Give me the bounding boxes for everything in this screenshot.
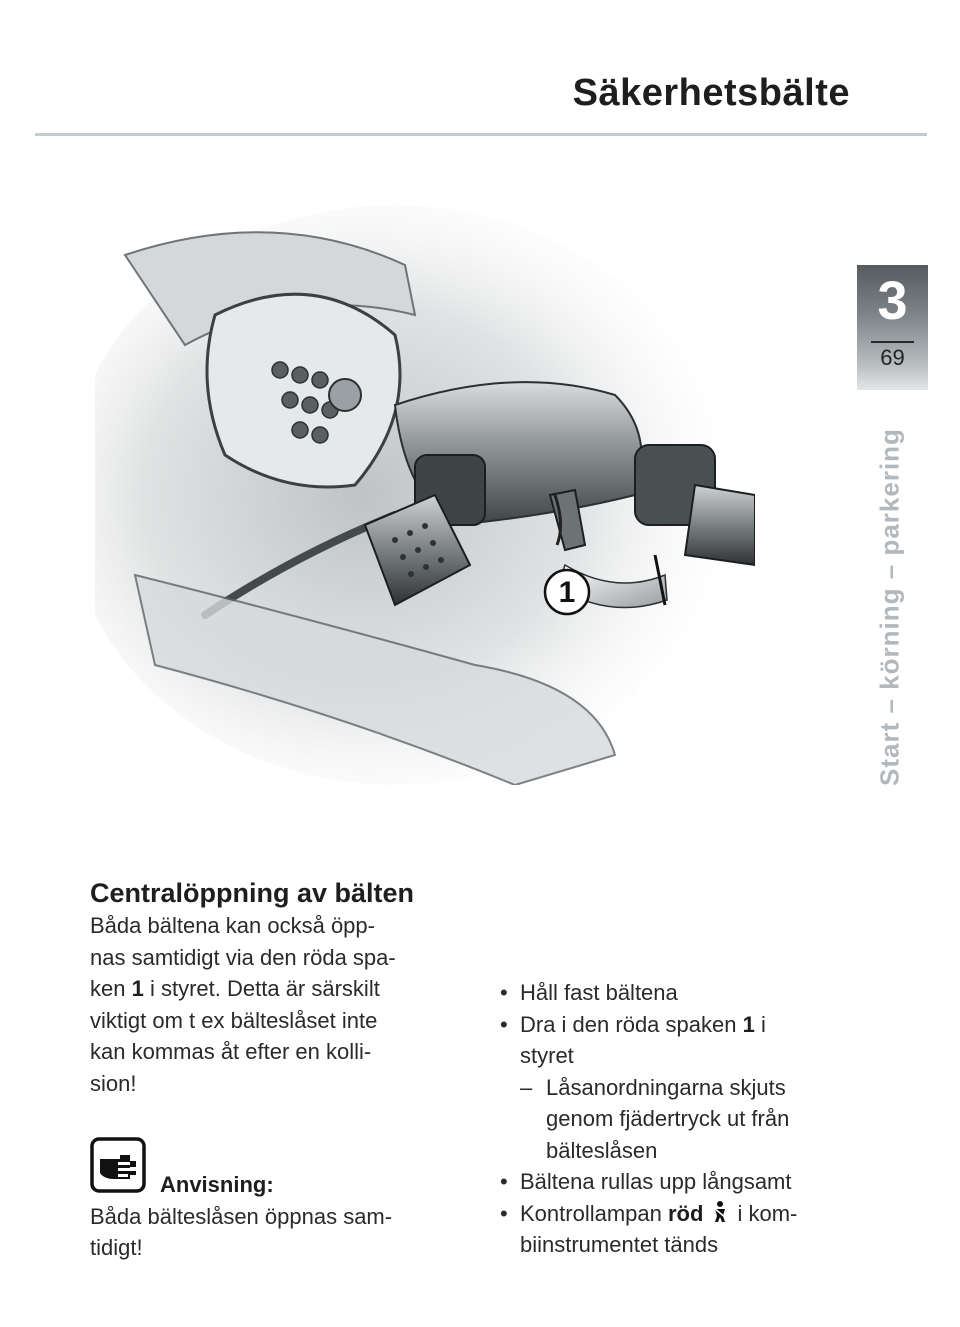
substep-item-cont: genom fjädertryck ut från <box>546 1106 790 1131</box>
substep-item: – Låsanordningarna skjuts <box>498 1072 858 1104</box>
page-title: Säkerhetsbälte <box>572 72 850 114</box>
body-line: sion! <box>90 1070 137 1096</box>
note-label: Anvisning: <box>160 1172 274 1197</box>
section-heading: Centralöppning av bälten <box>90 878 415 908</box>
page-number: 69 <box>880 345 905 370</box>
step-item-ref: 1 <box>742 1011 755 1037</box>
chapter-number: 3 <box>877 271 908 331</box>
step-item: • Håll fast bältena <box>498 977 858 1009</box>
step-item-cont <box>498 1229 858 1261</box>
title-divider <box>35 133 927 136</box>
step-text: i <box>760 1011 766 1037</box>
chapter-divider <box>871 341 914 343</box>
note-hand-icon <box>90 1137 146 1193</box>
steps-list <box>498 977 858 1261</box>
body-line: nas samtidigt via den röda spa- <box>90 944 396 970</box>
step-text-bold: röd <box>668 1200 704 1226</box>
substep-item-cont: bälteslåsen <box>546 1137 658 1163</box>
body-line: viktigt om t ex bälteslåset inte <box>90 1007 378 1033</box>
note-text-line: tidigt! <box>90 1235 143 1260</box>
step-text: biinstrumentet tänds <box>520 1232 719 1257</box>
step-item <box>498 1198 858 1230</box>
note-text <box>90 1201 470 1263</box>
body-line: Båda bältena kan också öpp- <box>90 913 375 938</box>
note-text-line: Båda bälteslåsen öppnas sam- <box>90 1204 393 1229</box>
body-line <box>90 973 470 1005</box>
step-item: • Bältena rullas upp långsamt <box>498 1166 858 1198</box>
body-line-prefix: ken <box>90 976 126 1001</box>
seatbelt-warning-icon <box>711 1200 729 1224</box>
step-item <box>498 1009 858 1041</box>
chapter-side-label: Start – körning – parkering <box>874 428 905 786</box>
body-item-ref: 1 <box>131 976 144 1001</box>
chapter-tab <box>857 265 928 390</box>
step-text: i kom- <box>737 1200 798 1226</box>
step-text: Dra i den röda spaken <box>520 1011 737 1037</box>
section-body <box>90 910 470 1099</box>
handlebar-illustration <box>95 195 755 785</box>
callout-number: 1 <box>558 576 576 609</box>
step-item-cont <box>498 1040 858 1072</box>
body-line: kan kommas åt efter en kolli- <box>90 1039 372 1064</box>
step-text: styret <box>520 1043 574 1068</box>
step-text: Kontrollampan <box>520 1200 662 1226</box>
body-line-rest: i styret. Detta är särskilt <box>149 976 380 1001</box>
